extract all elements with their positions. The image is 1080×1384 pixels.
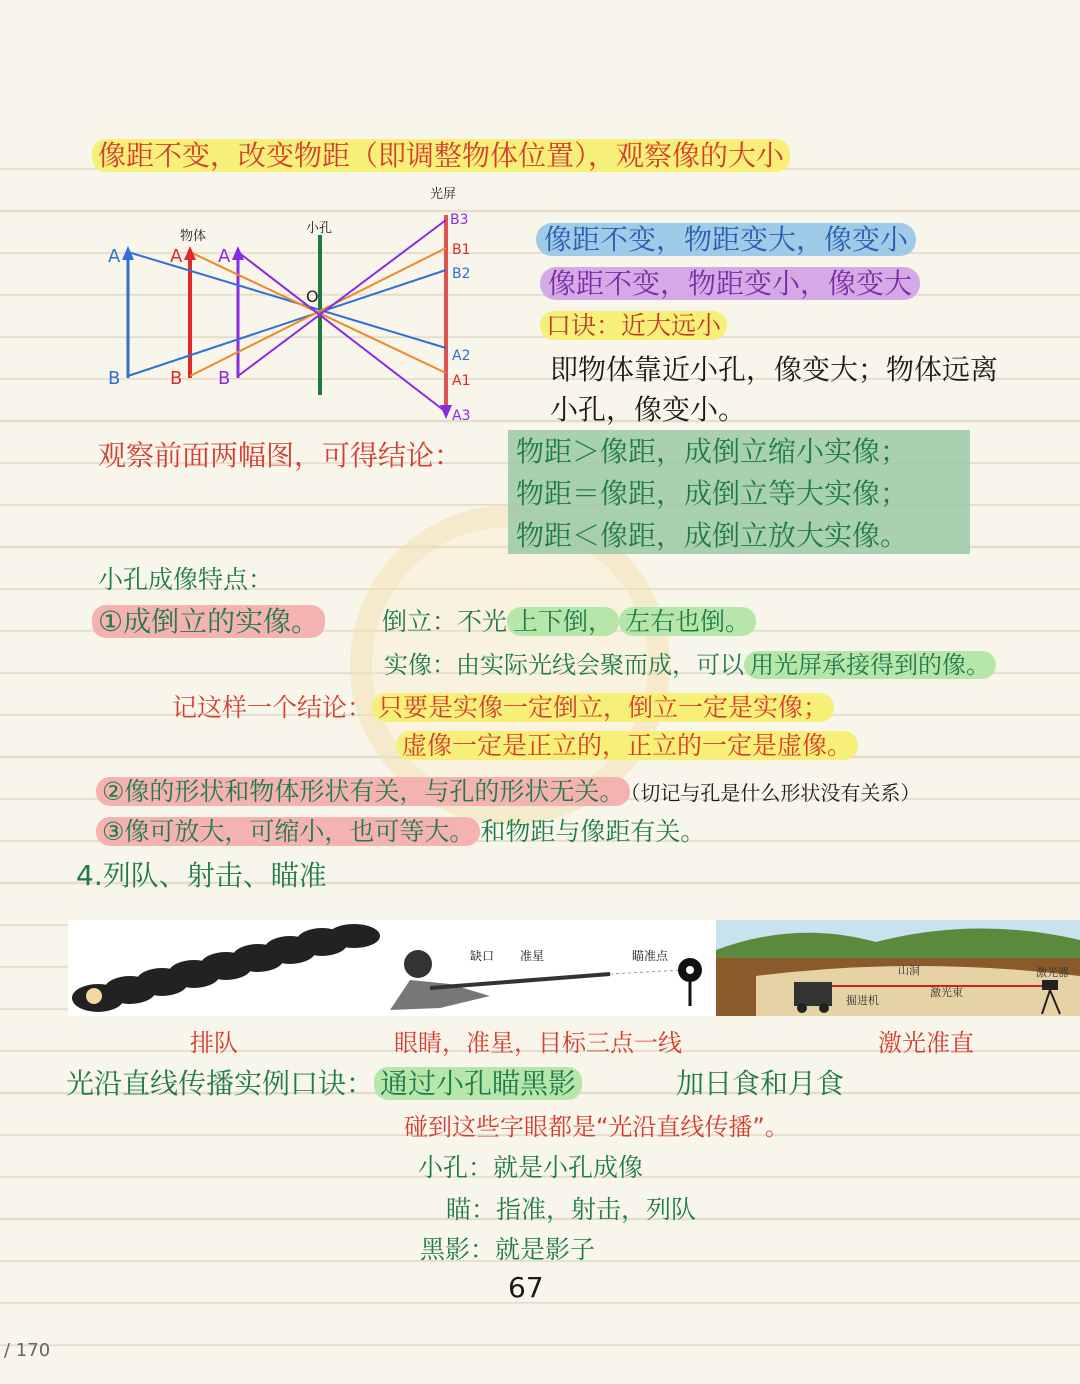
label-screen: 光屏 (430, 187, 457, 202)
heading-text: 像距不变，改变物距（即调整物体位置），观察像的大小 (92, 139, 790, 172)
remember-1-text: 只要是实像一定倒立，倒立一定是实像； (372, 693, 834, 722)
explain-line-1: 即物体靠近小孔，像变大；物体远离 (550, 353, 999, 386)
mnemonic-near-large (540, 312, 727, 341)
conclusion-line-2: 物距＝像距，成倒立等大实像； (516, 477, 909, 510)
real-b: 用光屏承接得到的像。 (744, 651, 996, 679)
rule-near (540, 268, 920, 300)
keyword-shadow: 黑影：就是影子 (420, 1235, 596, 1264)
label-object: 物体 (180, 229, 207, 244)
arrowhead-purple (232, 246, 244, 260)
remember-2-text: 虚像一定是正立的，正立的一定是虚像。 (396, 731, 858, 760)
label-laser-beam: 激光束 (930, 986, 963, 999)
label-a3: A (218, 246, 231, 267)
feature-2-note: （切记与孔是什么形状没有关系） (630, 781, 921, 805)
label-aim-point: 瞄准点 (632, 949, 669, 963)
inverted-explain (382, 608, 756, 637)
inverted-b: 上下倒， (507, 607, 619, 636)
label-cave: 山洞 (898, 964, 920, 977)
real-image-explain (384, 652, 996, 680)
keyword-hole: 小孔：就是小孔成像 (418, 1153, 644, 1182)
remember-line-1 (172, 694, 834, 723)
mnemonic2-label: 光沿直线传播实例口诀： (66, 1067, 375, 1100)
label-b2: B (170, 368, 183, 389)
label-front-sight: 准星 (520, 949, 545, 963)
label-b1: B (108, 368, 121, 389)
feature-2-text: ②像的形状和物体形状有关，与孔的形状无关。 (96, 777, 630, 806)
mnemonic2-extra: 加日食和月食 (676, 1067, 845, 1100)
remember-line-2 (396, 732, 858, 761)
label-img-a3: A3 (452, 408, 471, 424)
section-4-title: 4.列队、射击、瞄准 (76, 859, 327, 892)
label-hole: 小孔 (306, 221, 333, 236)
inverted-label: 倒立： (382, 607, 458, 636)
label-point-o: O (306, 287, 319, 306)
explain-line-2: 小孔，像变小。 (550, 393, 747, 426)
conclusion-line-3: 物距＜像距，成倒立放大实像。 (516, 519, 909, 552)
mnemonic2-note: 碰到这些字眼都是“光沿直线传播”。 (404, 1113, 789, 1141)
features-title: 小孔成像特点： (98, 565, 274, 594)
ray-blue-bottom (128, 270, 446, 376)
ray-purple-top (238, 252, 446, 412)
pinhole-diagram (100, 180, 490, 430)
queue-illustration (68, 920, 380, 1016)
caption-queue: 排队 (190, 1029, 238, 1057)
inverted-c: 左右也倒。 (619, 607, 756, 636)
viewer-page-indicator: / 170 (4, 1340, 51, 1361)
top-margin (0, 0, 1080, 130)
feature-1 (92, 606, 325, 638)
label-a2: A (170, 246, 183, 267)
conclusion-line-1: 物距＞像距，成倒立缩小实像； (516, 435, 909, 468)
ray-purple-bottom (238, 220, 446, 376)
tunnel-laser-illustration (716, 920, 1080, 1016)
mnemonic2-phrase: 通过小孔瞄黑影 (374, 1067, 582, 1100)
mnemonic2-line (66, 1068, 582, 1100)
label-a1: A (108, 246, 121, 267)
label-img-b3: B3 (450, 212, 469, 228)
section-heading (92, 140, 790, 172)
feature-3-text: ③像可放大，可缩小，也可等大。 (96, 817, 480, 846)
caption-laser: 激光准直 (878, 1029, 974, 1057)
label-img-a1: A1 (452, 373, 471, 389)
real-a: 由实际光线会聚而成，可以 (456, 651, 744, 679)
rule-far-text: 像距不变，物距变大，像变小 (536, 223, 916, 256)
label-img-b1: B1 (452, 242, 471, 258)
label-b3: B (218, 368, 231, 389)
feature-1-text: ①成倒立的实像。 (92, 605, 325, 638)
aiming-illustration (380, 920, 716, 1016)
mnemonic-text: 口诀：近大远小 (540, 311, 727, 340)
conclusion-label: 观察前面两幅图，可得结论： (98, 439, 463, 472)
caption-aiming: 眼睛，准星，目标三点一线 (394, 1029, 682, 1057)
rule-far (536, 224, 916, 256)
keyword-aim: 瞄：指准，射击，列队 (446, 1195, 697, 1224)
label-img-a2: A2 (452, 348, 471, 364)
feature-3 (96, 818, 705, 847)
label-digger: 掘进机 (846, 994, 879, 1007)
label-notch: 缺口 (470, 949, 495, 963)
rule-near-text: 像距不变，物距变小，像变大 (540, 267, 920, 300)
inverted-a: 不光 (457, 607, 508, 636)
label-img-b2: B2 (452, 266, 471, 282)
real-label: 实像： (384, 651, 456, 679)
remember-label: 记这样一个结论： (172, 693, 373, 722)
label-laser-device: 激光器 (1036, 966, 1069, 979)
feature-2 (96, 778, 920, 807)
feature-3-b: 和物距与像距有关。 (480, 817, 706, 846)
image-arrowhead (440, 405, 452, 419)
page-number: 67 (508, 1271, 544, 1304)
